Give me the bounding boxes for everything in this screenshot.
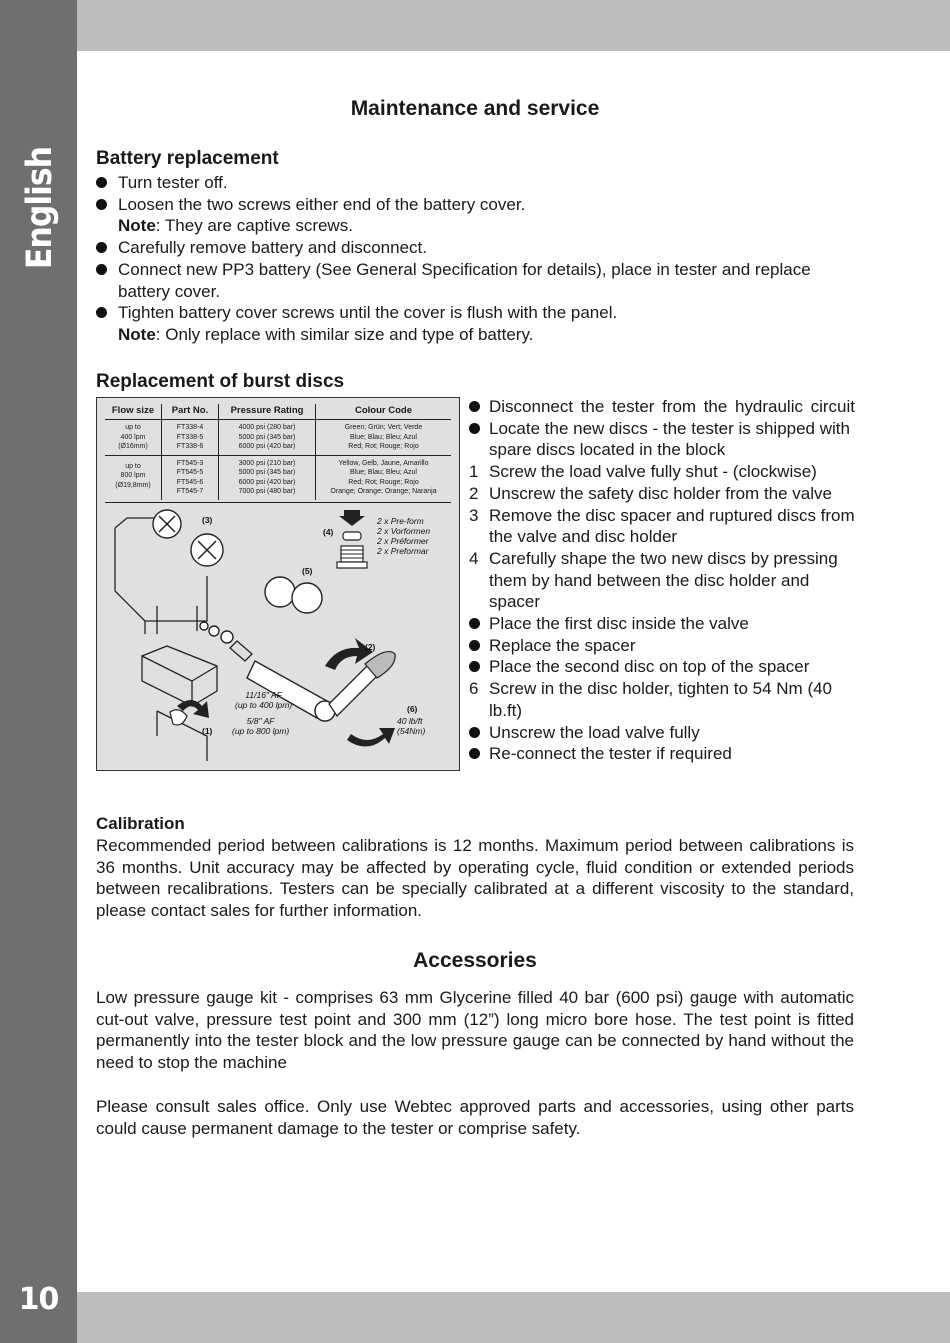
figure-label-3: (3) bbox=[202, 515, 213, 525]
bullet-icon bbox=[469, 661, 480, 672]
table-cell: up to 800 lpm (Ø19,8mm) bbox=[105, 455, 162, 500]
table-header: Colour Code bbox=[316, 404, 452, 420]
burst-heading: Replacement of burst discs bbox=[96, 371, 345, 392]
table-cell: FT338-4 FT338-5 FT338-6 bbox=[162, 420, 219, 456]
bullet-icon bbox=[469, 748, 480, 759]
list-item: Turn tester off. bbox=[96, 172, 854, 194]
preform-label: 2 x Pre-form 2 x Vorformen 2 x Préformer 2 x Preformar bbox=[377, 516, 431, 556]
bullet-icon bbox=[96, 264, 107, 275]
table-row bbox=[105, 455, 451, 500]
list-item: 6 Screw in the disc holder, tighten to 54 Nm (40 lb.ft) bbox=[469, 679, 833, 720]
af-label-800: 5/8" AF (up to 800 lpm) bbox=[232, 716, 290, 736]
bullet-icon bbox=[96, 199, 107, 210]
calibration-text: Recommended period between calibrations is 12 months. Maximum period between calibrations is 36 months. Unit accuracy may be affected by operating cycle, fluid condition or extended periods between recalibrations. Testers can be specially calibrated at a different viscosity to the standard, please contact sales for further information. bbox=[96, 836, 854, 921]
list-item: 3 Remove the disc spacer and ruptured discs from the valve and disc holder bbox=[469, 505, 855, 547]
figure-label-2: (2) bbox=[365, 642, 376, 652]
torque-label: 40 lb/ft (54Nm) bbox=[397, 716, 426, 736]
burst-steps bbox=[469, 396, 855, 765]
bullet-icon bbox=[469, 618, 480, 629]
sidebar bbox=[0, 0, 77, 1343]
accessories-para-1: Low pressure gauge kit - comprises 63 mm Glycerine filled 40 bar (600 psi) gauge with automatic cut-out valve, pressure test point and 300 mm (12”) long micro bore hose. The test point is fitted permanently into the tester block and the low pressure gauge can be connected by hand without the need to stop the machine bbox=[96, 988, 854, 1073]
table-cell: 4000 psi (280 bar) 5000 psi (345 bar) 6000 psi (420 bar) bbox=[219, 420, 316, 456]
battery-steps bbox=[96, 172, 854, 346]
accessories-heading: Accessories bbox=[413, 949, 537, 972]
list-item: Carefully remove battery and disconnect. bbox=[96, 237, 854, 259]
bullet-icon bbox=[96, 242, 107, 253]
list-item: Connect new PP3 battery (See General Specification for details), place in tester and replace battery cover. bbox=[96, 259, 854, 302]
table-cell: up to 400 lpm (Ø16mm) bbox=[105, 420, 162, 456]
top-band bbox=[77, 0, 950, 51]
burst-disc-figure bbox=[96, 397, 460, 771]
bottom-band bbox=[77, 1292, 950, 1343]
figure-label-6: (6) bbox=[407, 704, 418, 714]
table-divider bbox=[105, 502, 451, 503]
list-item: Locate the new discs - the tester is shipped with spare discs located in the block bbox=[469, 418, 855, 461]
table-cell: Yellow, Gelb, Jaune, Amarillo Blue; Blau; Bleu; Azul Red; Rot; Rouge; Rojo Orange; Orange; Orange; Naranja bbox=[330, 459, 437, 495]
calibration-heading: Calibration bbox=[96, 814, 185, 833]
page-number: 10 bbox=[18, 1282, 59, 1317]
figure-label-4: (4) bbox=[323, 527, 334, 537]
list-item: Loosen the two screws either end of the battery cover. bbox=[96, 194, 854, 216]
bullet-icon bbox=[96, 307, 107, 318]
table-cell: FT545-3 FT545-5 FT545-6 FT545-7 bbox=[162, 455, 219, 500]
list-item: 1 Screw the load valve fully shut - (clockwise) bbox=[469, 462, 817, 482]
list-item: Place the first disc inside the valve bbox=[469, 613, 855, 635]
bullet-icon bbox=[469, 640, 480, 651]
language-label: English bbox=[20, 146, 60, 269]
list-item: Re-connect the tester if required bbox=[469, 743, 855, 765]
figure-label-1: (1) bbox=[202, 726, 213, 736]
disc-spec-table bbox=[105, 404, 451, 500]
bullet-icon bbox=[469, 423, 480, 434]
battery-heading: Battery replacement bbox=[96, 148, 279, 169]
table-cell: 3000 psi (210 bar) 5000 psi (345 bar) 6000 psi (420 bar) 7000 psi (480 bar) bbox=[219, 455, 316, 500]
page-title: Maintenance and service bbox=[350, 97, 600, 120]
bullet-icon bbox=[96, 177, 107, 188]
table-header: Part No. bbox=[162, 404, 219, 420]
table-cell: Green; Grün; Vert; Verde Blue; Blau; Bleu; Azul Red; Rot; Rouge; Rojo bbox=[316, 420, 452, 456]
bullet-icon bbox=[469, 727, 480, 738]
language-tab bbox=[20, 146, 60, 269]
note-item: Note: They are captive screws. bbox=[118, 216, 353, 236]
list-item: Place the second disc on top of the spacer bbox=[469, 656, 855, 678]
note-item: Note: Only replace with similar size and type of battery. bbox=[118, 324, 534, 344]
list-item: Unscrew the load valve fully bbox=[469, 722, 855, 744]
list-item: Disconnect the tester from the hydraulic circuit bbox=[469, 396, 855, 418]
list-item: 4 Carefully shape the two new discs by pressing them by hand between the disc holder and spacer bbox=[469, 548, 838, 612]
list-item: Tighten battery cover screws until the cover is flush with the panel. bbox=[96, 302, 854, 324]
figure-label-5: (5) bbox=[302, 566, 313, 576]
accessories-para-2: Please consult sales office. Only use Webtec approved parts and accessories, using other parts could cause permanent damage to the tester or comprise safety. bbox=[96, 1097, 854, 1138]
list-item: Replace the spacer bbox=[469, 635, 855, 657]
table-header: Pressure Rating bbox=[219, 404, 316, 420]
af-label-400: 11/16" AF (up to 400 lpm) bbox=[235, 690, 293, 710]
table-header: Flow size bbox=[105, 404, 162, 420]
bullet-icon bbox=[469, 401, 480, 412]
table-row bbox=[105, 420, 451, 456]
list-item: 2 Unscrew the safety disc holder from the valve bbox=[469, 483, 832, 503]
